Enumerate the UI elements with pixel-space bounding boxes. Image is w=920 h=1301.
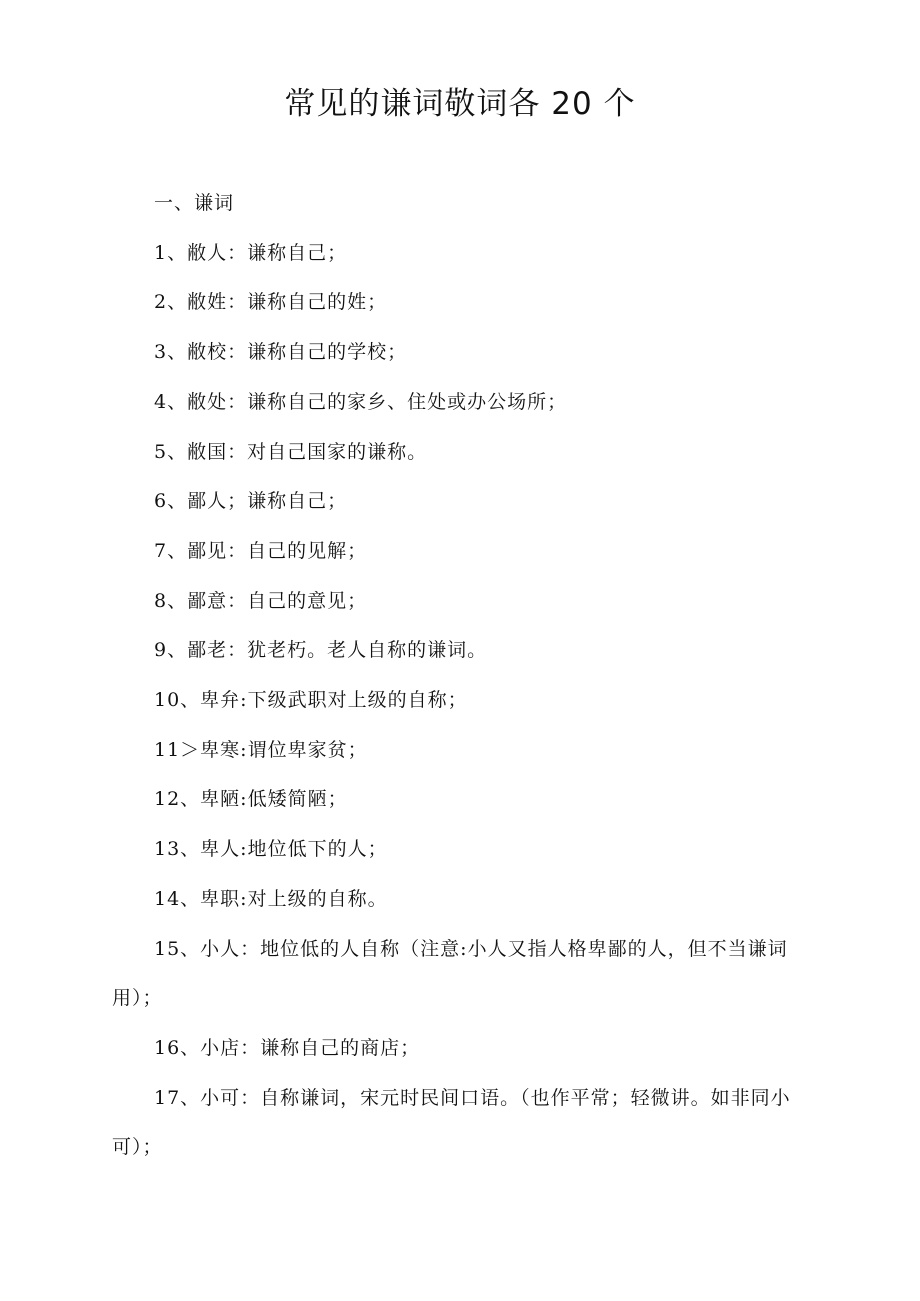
list-item: 12、卑陋:低矮简陋；: [154, 788, 348, 811]
list-item: 8、鄙意：自己的意见；: [154, 589, 368, 612]
list-item: 5、敝国：对自己国家的谦称。: [154, 440, 428, 463]
list-item: 13、卑人:地位低下的人；: [154, 838, 388, 861]
list-item: 3、敝校：谦称自己的学校；: [154, 341, 408, 364]
list-item: 14、卑职:对上级的自称。: [154, 887, 388, 910]
list-item: 2、敝姓：谦称自己的姓；: [154, 291, 388, 314]
list-item: 10、卑弁:下级武职对上级的自称；: [154, 689, 468, 712]
list-item: 6、鄙人；谦称自己；: [154, 490, 348, 513]
list-item: 16、小店：谦称自己的商店；: [154, 1036, 421, 1059]
list-item: 4、敝处：谦称自己的家乡、住处或办公场所；: [154, 390, 568, 413]
list-item: 15、小人：地位低的人自称（注意:小人又指人格卑鄙的人，但不当谦词用）；: [112, 937, 788, 1010]
list-item: 7、鄙见：自己的见解；: [154, 539, 368, 562]
list-item: 11＞卑寒:谓位卑家贫；: [154, 738, 368, 761]
list-item: 1、敝人：谦称自己；: [154, 241, 348, 264]
document-body: [112, 179, 812, 1173]
list-item: 9、鄙老：犹老朽。老人自称的谦词。: [154, 639, 488, 662]
section-heading: 一、谦词: [154, 192, 235, 214]
document-title: 常见的谦词敬词各 20 个: [284, 86, 636, 122]
list-item: 17、小可：自称谦词，宋元时民间口语。（也作平常；轻微讲。如非同小可）；: [112, 1086, 791, 1159]
